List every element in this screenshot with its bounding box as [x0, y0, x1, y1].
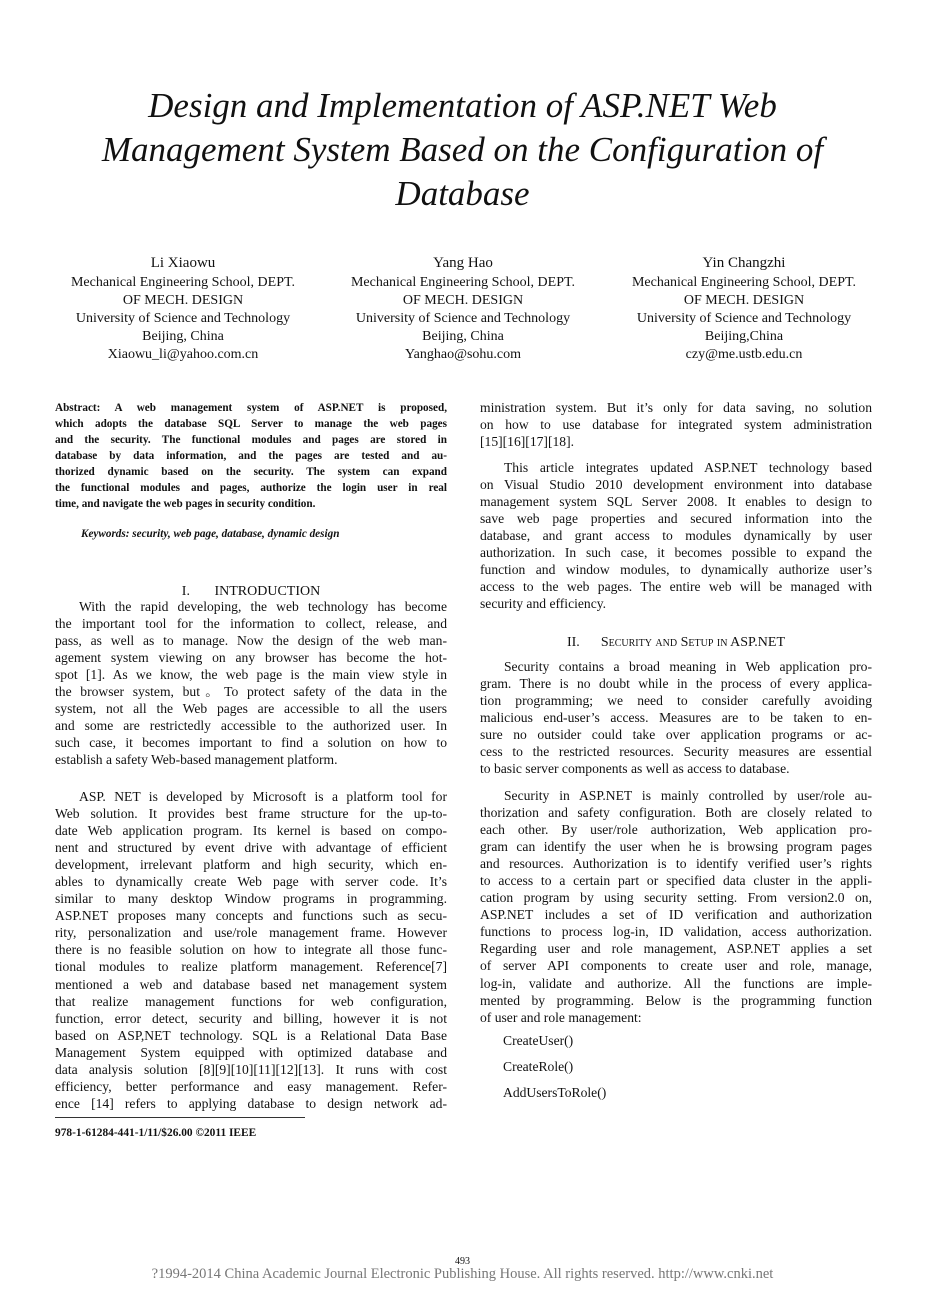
- intro-paragraph-2: [55, 788, 447, 1112]
- text-line: and the security. The functional modules and pages are stored in: [55, 434, 447, 446]
- text-line: establish a safety Web-based management platform.: [55, 752, 338, 768]
- section-title: Security and Setup in ASP.NET: [600, 635, 786, 650]
- text-line: the important tool for the information to collect, release, and: [55, 616, 447, 632]
- author-affiliation-line: Beijing, China: [142, 329, 224, 344]
- text-line: Regarding user and role management, ASP.NET applies a set: [480, 941, 872, 957]
- author-affiliation-line: Mechanical Engineering School, DEPT.: [70, 275, 296, 290]
- text-line: pass, as well as to manage. Now the design of the web man-: [55, 633, 447, 649]
- text-line: Web solution. It provides best frame structure for the up-to-: [55, 806, 447, 822]
- intro-paragraph-1: [55, 598, 447, 768]
- security-paragraph-2: [480, 787, 872, 1026]
- text-line: on how to use database for integrated system administration: [480, 417, 872, 433]
- text-line: With the rapid developing, the web technology has become: [79, 599, 447, 614]
- function-createrole: CreateRole(): [503, 1059, 574, 1074]
- author-affiliation-line: OF MECH. DESIGN: [402, 293, 524, 308]
- section-title: INTRODUCTION: [214, 584, 321, 599]
- author-affiliation-line: OF MECH. DESIGN: [683, 293, 805, 308]
- text-line: log-in, validate and authorize. All the functions are imple-: [480, 975, 872, 991]
- security-paragraph-1: [480, 658, 872, 777]
- text-line: function and window modules, to dynamically authorize user’s: [480, 562, 872, 578]
- text-line: of server API components to create user and role, manage,: [480, 958, 872, 974]
- title-line: Design and Implementation of ASP.NET Web: [148, 86, 777, 125]
- text-line: access to the web pages. The entire web will be managed with: [480, 579, 872, 595]
- section-heading-security: [480, 634, 872, 651]
- text-line: similar to many desktop Window programs in programming.: [55, 891, 447, 907]
- text-line: This article integrates updated ASP.NET technology based: [504, 460, 872, 475]
- author-affiliation-line: Beijing, China: [422, 329, 504, 344]
- text-line: malicious end-user’s access. Measures are to be taken to en-: [480, 710, 872, 726]
- text-line: to access to a certain part or specified data cluster in the appli-: [480, 873, 872, 889]
- text-line: mentioned a web and database based net management system: [55, 976, 447, 992]
- text-line: development, irrelevant platform and high security, which en-: [55, 857, 447, 873]
- text-line: function, error detect, security and billing, however it is not: [55, 1010, 447, 1026]
- text-line: ASP.NET proposes many concepts and functions such as secu-: [55, 908, 447, 924]
- intro-paragraph-continued: [480, 399, 872, 450]
- text-line: security and efficiency.: [480, 596, 607, 612]
- text-line: and some are restrictedly accessible to the authorized user. In: [55, 718, 447, 734]
- text-line: authorization. In such case, it becomes possible to expand the: [480, 545, 872, 561]
- text-line: thorization and safety configuration. Both are closely related to: [480, 805, 872, 821]
- text-line: which adopts the database SQL Server to manage the web pages: [55, 418, 447, 430]
- author-email: czy@me.ustb.edu.cn: [685, 347, 803, 362]
- text-line: ministration system. But it’s only for data saving, no solution: [480, 400, 872, 415]
- keywords: Keywords: security, web page, database, dynamic design: [81, 528, 340, 540]
- text-line: ASP. NET is developed by Microsoft is a platform tool for: [79, 789, 447, 804]
- text-line: the browser system, but。To protect safety of the data in the: [55, 684, 447, 700]
- author-block: [323, 254, 603, 364]
- page-number: 493: [455, 1256, 470, 1267]
- text-line: agement system viewing on any browser has become the hot-: [55, 650, 447, 666]
- intro-paragraph-3: [480, 459, 872, 612]
- text-line: ence [14] refers to applying database to design network ad-: [55, 1095, 447, 1111]
- text-line: functions to process log-in, ID validation, access authorization.: [480, 924, 872, 940]
- author-affiliation-line: Mechanical Engineering School, DEPT.: [631, 275, 857, 290]
- text-line: nent and structured by event drive with advantage of efficient: [55, 840, 447, 856]
- section-number: I.: [181, 584, 190, 599]
- text-line: of user and role management:: [480, 1009, 642, 1025]
- text-line: to basic server components as well as access to database.: [480, 761, 790, 777]
- footer-notice: ?1994-2014 China Academic Journal Electronic Publishing House. All rights reserved. http://www.cnki.net: [151, 1266, 774, 1282]
- function-adduserstorole: AddUsersToRole(): [503, 1085, 607, 1100]
- text-line: gram. There is no doubt while in the process of every applica-: [480, 676, 872, 692]
- text-line: based on ASP,NET technology. SQL is a Relational Data Base: [55, 1027, 447, 1043]
- text-line: Management System equipped with optimized database and: [55, 1044, 447, 1060]
- text-line: cation program by using security setting. From version2.0 on,: [480, 890, 872, 906]
- footnote-rule: [55, 1117, 305, 1118]
- text-line: tion programming; we need to consider carefully avoiding: [480, 693, 872, 709]
- author-name: Li Xiaowu: [150, 255, 216, 271]
- author-affiliation-line: Mechanical Engineering School, DEPT.: [350, 275, 576, 290]
- text-line: save web page properties and secured information into the: [480, 511, 872, 527]
- author-block: [43, 254, 323, 364]
- text-line: system, not all the Web pages are accessible to all the users: [55, 701, 447, 717]
- text-line: ASP.NET includes a set of ID verification and authorization: [480, 907, 872, 923]
- text-line: the functional modules and pages, authorize the login user in real: [55, 482, 447, 494]
- text-line: rity, personalization and use/role management frame. However: [55, 925, 447, 941]
- author-affiliation-line: University of Science and Technology: [636, 311, 852, 326]
- text-line: date Web application program. Its kernel is based on compo-: [55, 823, 447, 839]
- section-number: II.: [566, 635, 580, 650]
- author-affiliation-line: Beijing,China: [704, 329, 784, 344]
- author-affiliation-line: OF MECH. DESIGN: [122, 293, 244, 308]
- text-line: gram can identify the user when he is browsing program pages: [480, 839, 872, 855]
- text-line: Security contains a broad meaning in Web application pro-: [504, 659, 872, 674]
- text-line: sure no outsider could take over application programs or ac-: [480, 727, 872, 743]
- author-block: [604, 254, 884, 364]
- text-line: tional modules to realize platform management. Reference[7]: [55, 959, 447, 975]
- text-line: data analysis solution [8][9][10][11][12][13]. It runs with cost: [55, 1061, 447, 1077]
- text-line: and resources. Authorization is to identify verified user’s rights: [480, 856, 872, 872]
- text-line: such case, it becomes important to find a solution on how to: [55, 735, 447, 751]
- author-name: Yin Changzhi: [702, 255, 786, 271]
- author-email: Xiaowu_li@yahoo.com.cn: [107, 347, 259, 362]
- text-line: mented by programming. Below is the programming function: [480, 992, 872, 1008]
- author-name: Yang Hao: [433, 255, 493, 271]
- copyright-notice: 978-1-61284-441-1/11/$26.00 ©2011 IEEE: [55, 1127, 257, 1139]
- author-email: Yanghao@sohu.com: [404, 347, 522, 362]
- function-createuser: CreateUser(): [503, 1033, 574, 1048]
- text-line: database by data information, and the pages are tested and au-: [55, 450, 447, 462]
- text-line: Security in ASP.NET is mainly controlled by user/role au-: [504, 788, 872, 803]
- text-line: time, and navigate the web pages in security condition.: [55, 498, 316, 510]
- paper-title: [40, 84, 885, 216]
- text-line: that realize management functions for web configuration,: [55, 993, 447, 1009]
- author-affiliation-line: University of Science and Technology: [355, 311, 571, 326]
- text-line: database, and grant access to modules dynamically by user: [480, 528, 872, 544]
- text-line: each other. By user/role authorization, Web application pro-: [480, 822, 872, 838]
- text-line: efficiency, better performance and easy management. Refer-: [55, 1078, 447, 1094]
- text-line: management system SQL Server 2008. It enables to design to: [480, 494, 872, 510]
- text-line: ables to dynamically create Web page with server code. It’s: [55, 874, 447, 890]
- text-line: thorized dynamic based on the security. The system can expand: [55, 466, 447, 478]
- text-line: Abstract: A web management system of ASP.NET is proposed,: [55, 402, 447, 414]
- author-affiliation-line: University of Science and Technology: [75, 311, 291, 326]
- text-line: spot [1]. As we know, the web page is the main view style in: [55, 667, 447, 683]
- title-line: Management System Based on the Configuration of: [101, 130, 824, 169]
- text-line: there is no feasible solution on how to integrate all those func-: [55, 942, 447, 958]
- title-line: Database: [395, 174, 530, 213]
- text-line: [15][16][17][18].: [480, 434, 574, 450]
- text-line: cess to the restricted resources. Security measures are essential: [480, 744, 872, 760]
- abstract: [55, 400, 447, 512]
- text-line: on Visual Studio 2010 development environment into database: [480, 477, 872, 493]
